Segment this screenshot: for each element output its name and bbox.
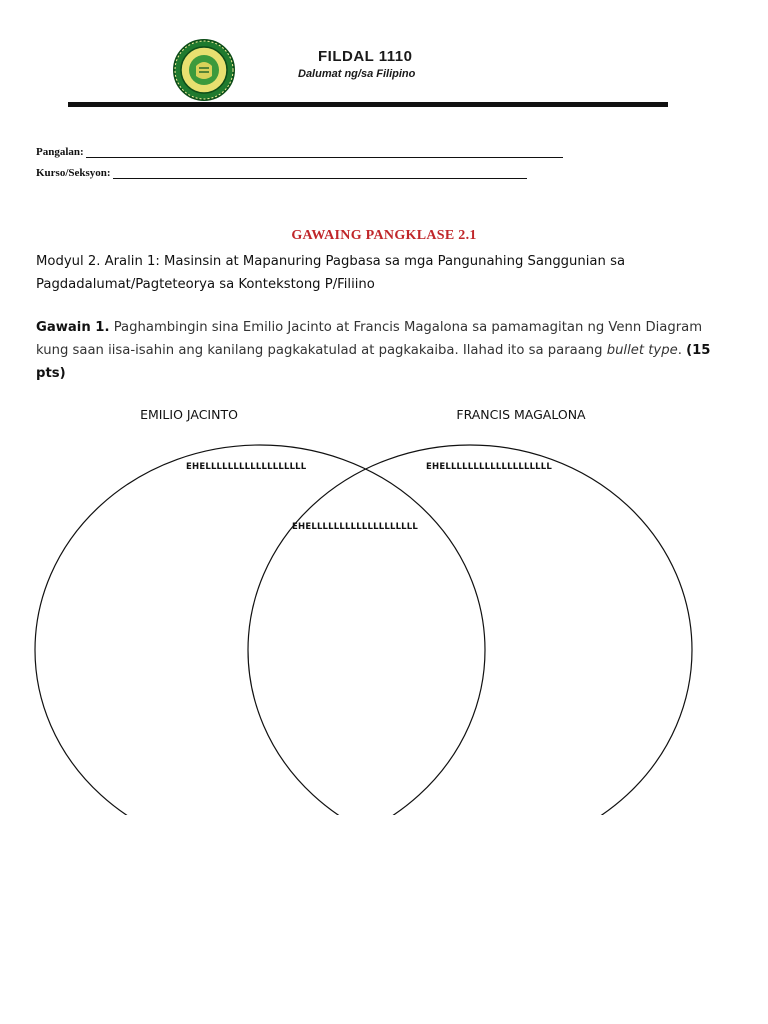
- task-text-italic: bullet type: [606, 343, 678, 358]
- task-instructions: [36, 316, 736, 385]
- course-section-field[interactable]: [36, 167, 527, 179]
- venn-middle-entry: EHELLLLLLLLLLLLLLLLLLL: [292, 522, 419, 532]
- venn-left-entry: EHELLLLLLLLLLLLLLLLLL: [186, 462, 307, 472]
- task-text-1: Paghambingin sina Emilio Jacinto at Francis Magalona sa pamamagitan ng Venn Diagram: [109, 320, 703, 335]
- name-label: Pangalan:: [36, 146, 84, 158]
- name-input-line[interactable]: [86, 156, 563, 158]
- course-section-input-line[interactable]: [113, 177, 527, 179]
- venn-right-entry: EHELLLLLLLLLLLLLLLLLLL: [426, 462, 553, 472]
- venn-left-label: EMILIO JACINTO: [140, 407, 238, 422]
- header-divider: [68, 102, 668, 107]
- name-field[interactable]: [36, 146, 563, 158]
- task-points-2: pts): [36, 366, 66, 381]
- venn-left-circle: [35, 445, 485, 815]
- module-description: [36, 250, 736, 296]
- venn-diagram: [0, 395, 768, 815]
- task-text-2: kung saan iisa-isahin ang kanilang pagkakatulad at pagkakaiba. Ilahad ito sa paraang: [36, 343, 607, 358]
- school-seal-icon: [168, 36, 240, 108]
- task-text-3: .: [677, 343, 687, 358]
- course-code: FILDAL 1110: [318, 48, 413, 65]
- module-line-1: Modyul 2. Aralin 1: Masinsin at Mapanuring Pagbasa sa mga Pangunahing Sanggunian sa: [36, 254, 626, 269]
- task-label: Gawain 1.: [36, 320, 110, 335]
- activity-title: GAWAING PANGKLASE 2.1: [291, 228, 477, 243]
- module-line-2: Pagdadalumat/Pagteteorya sa Kontekstong P/Filiino: [36, 277, 375, 292]
- course-subtitle: Dalumat ng/sa Filipino: [298, 68, 416, 80]
- venn-right-circle: [248, 445, 692, 815]
- venn-right-label: FRANCIS MAGALONA: [456, 407, 586, 422]
- task-points: (15: [686, 343, 711, 358]
- course-section-label: Kurso/Seksyon:: [36, 167, 111, 179]
